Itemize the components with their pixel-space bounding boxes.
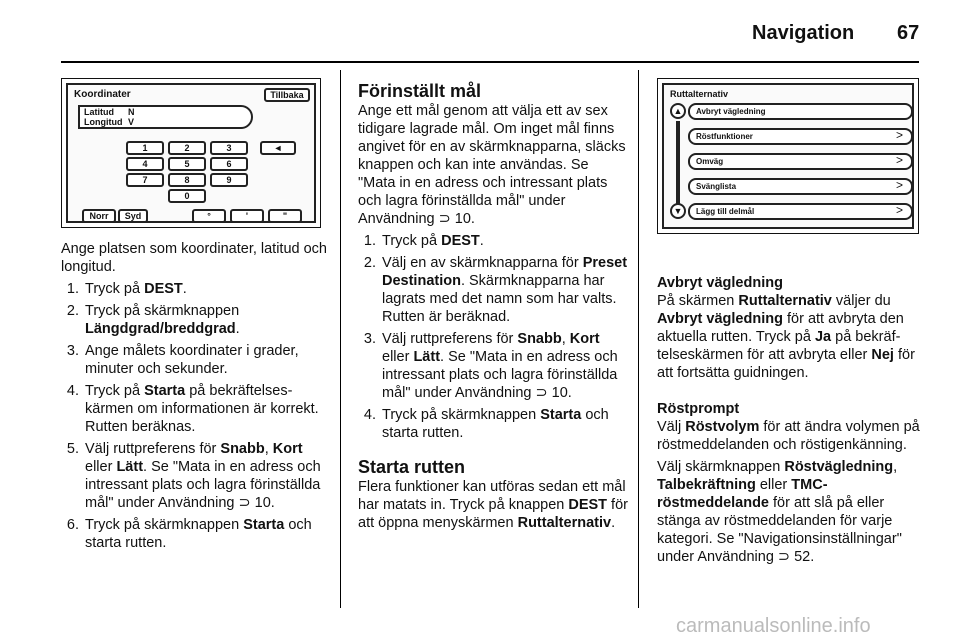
key-2: 2 <box>168 141 206 155</box>
list-item: 6. Tryck på skärmknappen Starta och starta rutten. <box>66 517 312 551</box>
left-intro: Ange platsen som koordinater, latitud och longitud. <box>61 241 327 275</box>
right-paragraph-2: Välj Röstvolym för att ändra volymen på röstmeddelanden och röstigenkänning. <box>657 419 920 453</box>
list-item: 4. Tryck på skärmknappen Starta och starta rutten. <box>363 407 609 441</box>
section-heading-preset: Förinställt mål <box>358 81 482 101</box>
watermark: carmanualsonline.info <box>676 615 871 637</box>
scrollbar <box>676 121 680 211</box>
page-number: 67 <box>897 22 920 44</box>
second-key: " <box>268 209 302 223</box>
route-option-row: Avbryt vägledning <box>688 103 913 120</box>
north-key: Norr <box>82 209 116 223</box>
minute-key: ' <box>230 209 264 223</box>
up-arrow-icon: ▲ <box>670 103 686 119</box>
key-4: 4 <box>126 157 164 171</box>
right-column-text <box>657 274 923 566</box>
page-title: Navigation <box>752 22 855 44</box>
key-9: 9 <box>210 173 248 187</box>
chevron-right-icon: > <box>895 178 903 192</box>
backspace-key: ◄ <box>260 141 296 155</box>
down-arrow-icon: ▼ <box>670 203 686 219</box>
right-paragraph-1: På skärmen Ruttalternativ väljer du Avbryt vägledning för att avbryta den aktuella rutten. Tryck på Ja på bekräftelseskärmen för att avbryta eller Nej för att fortsätta guidningen. <box>657 293 915 381</box>
section-heading-start-route: Starta rutten <box>358 457 466 477</box>
header-rule <box>61 61 919 63</box>
lon-label: Longitud <box>84 117 123 127</box>
list-item: 1. Tryck på DEST. <box>363 233 484 249</box>
list-item: 2. Välj en av skärmknapparna för Preset Destination. Skärmknapparna har lagrats med det namn som har valts. Rutten är beräknad. <box>363 255 628 325</box>
subheading-cancel-guidance: Avbryt vägledning <box>657 275 783 291</box>
chevron-right-icon: > <box>895 128 903 142</box>
list-item: 2. Tryck på skärmknappen Längdgrad/breddgrad. <box>66 303 240 337</box>
coordinate-fields <box>78 105 253 129</box>
left-column-text <box>61 240 329 552</box>
middle-intro-2: Flera funktioner kan utföras sedan ett mål har matats in. Tryck på knappen DEST för att öppna menyskärmen Ruttalternativ. <box>358 479 628 531</box>
degree-key: ° <box>192 209 226 223</box>
list-item: 1. Tryck på DEST. <box>66 281 187 297</box>
key-5: 5 <box>168 157 206 171</box>
route-option-row: Lägg till delmål > <box>688 203 913 220</box>
list-item: 4. Tryck på Starta på bekräftelseskärmen om informationen är korrekt. Rutten beräknas. <box>66 383 319 435</box>
left-steps <box>61 280 329 552</box>
key-3: 3 <box>210 141 248 155</box>
list-item: 5. Välj ruttpreferens för Snabb, Kort eller Lätt. Se "Mata in en adress och intressant plats och lagra förinställda mål" under Användning ⊃ 10. <box>66 441 321 511</box>
screen-title: Ruttalternativ <box>670 89 729 99</box>
middle-intro: Ange ett mål genom att välja ett av sex tidigare lagrade mål. Om inget mål finns angivet för en av skärmknapparna, släcks knappen och kan inte användas. Se "Mata in en adress och intressant plats och lagra förinställda mål" under Användning ⊃ 10. <box>358 103 626 227</box>
lon-value: V <box>128 117 135 127</box>
back-button: Tillbaka <box>264 88 310 102</box>
coordinates-screen-image <box>61 78 321 228</box>
column-divider-2 <box>638 70 639 608</box>
chevron-right-icon: > <box>895 203 903 217</box>
subheading-voice-prompt: Röstprompt <box>657 401 740 417</box>
route-option-row: Omväg > <box>688 153 913 170</box>
route-option-row: Svänglista > <box>688 178 913 195</box>
right-paragraph-3: Välj skärmknappen Röstvägledning, Talbekräftning eller TMC-röstmeddelande för att slå på eller stänga av röstmeddelanden för varje kategori. Se "Navigationsinställningar" under Användning ⊃ 52. <box>657 459 902 565</box>
lat-label: Latitud <box>84 107 114 117</box>
column-divider-1 <box>340 70 341 608</box>
chevron-right-icon: > <box>895 153 903 167</box>
route-option-row: Röstfunktioner > <box>688 128 913 145</box>
list-item: 3. Välj ruttpreferens för Snabb, Kort eller Lätt. Se "Mata in en adress och intressant plats och lagra förinställda mål" under Användning ⊃ 10. <box>363 331 618 401</box>
screen-title: Koordinater <box>74 89 131 100</box>
page-header <box>0 0 960 64</box>
key-6: 6 <box>210 157 248 171</box>
lat-value: N <box>128 107 135 117</box>
middle-column-text <box>358 80 628 532</box>
south-key: Syd <box>118 209 148 223</box>
key-1: 1 <box>126 141 164 155</box>
key-7: 7 <box>126 173 164 187</box>
key-0: 0 <box>168 189 206 203</box>
middle-steps <box>358 232 628 442</box>
list-item: 3. Ange målets koordinater i grader, minuter och sekunder. <box>66 343 299 377</box>
key-8: 8 <box>168 173 206 187</box>
route-options-screen-image <box>657 78 919 234</box>
